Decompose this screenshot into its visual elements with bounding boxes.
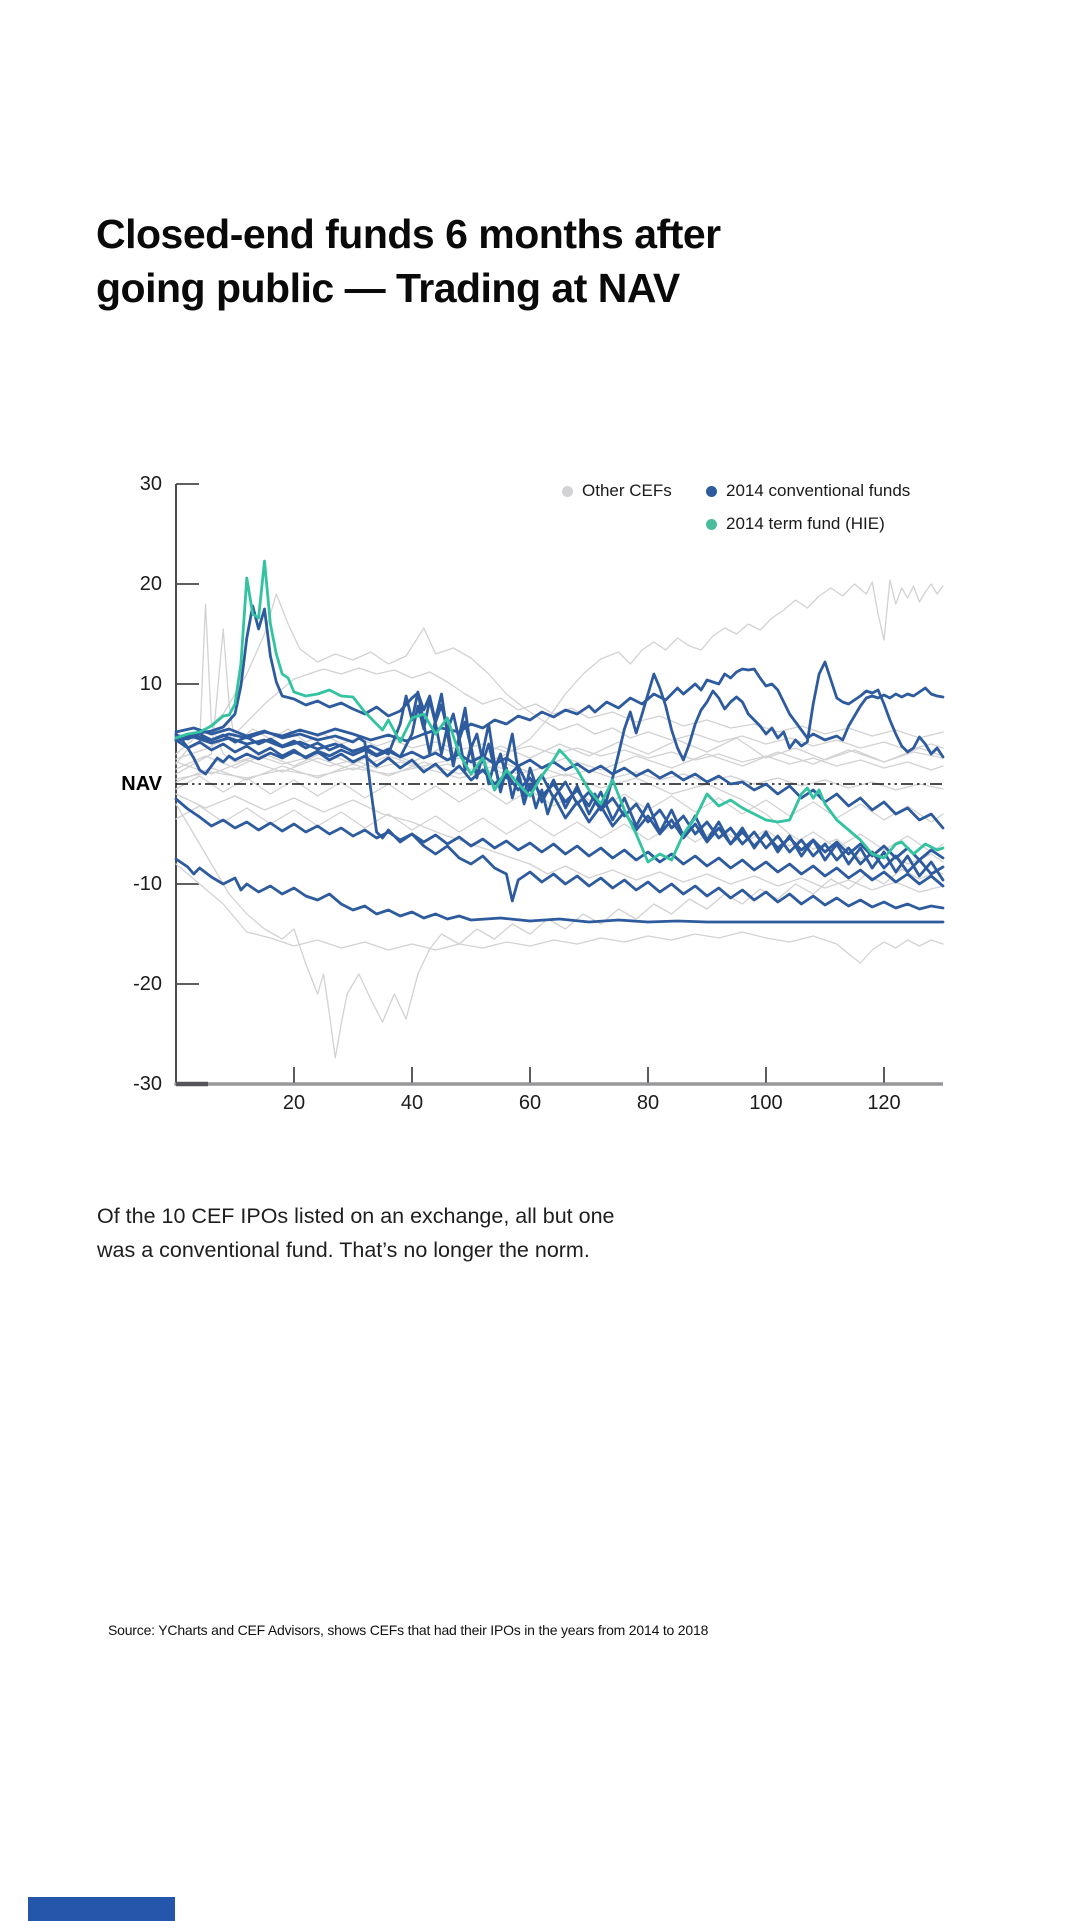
y-tick-label: -20 <box>133 973 162 995</box>
plot-area <box>176 561 943 1058</box>
legend-item <box>562 481 672 501</box>
x-tick-label: 40 <box>400 1092 424 1114</box>
x-tick-label: 100 <box>749 1092 783 1114</box>
y-tick-label: 30 <box>139 473 162 495</box>
x-tick-label: 120 <box>867 1092 901 1114</box>
legend-dot-icon <box>562 486 573 497</box>
chart-caption <box>97 1199 777 1267</box>
y-tick-label: -10 <box>133 873 162 895</box>
x-tick-label: 80 <box>636 1092 660 1114</box>
y-tick-label: 10 <box>139 673 162 695</box>
title-line-2: going public — Trading at NAV <box>96 265 680 311</box>
legend-item <box>706 481 910 501</box>
legend-label: 2014 conventional funds <box>726 481 911 500</box>
series-conventional-7 <box>176 700 943 860</box>
legend-label: 2014 term fund (HIE) <box>726 514 885 533</box>
legend-dot-icon <box>706 486 717 497</box>
x-tick-label: 60 <box>518 1092 542 1114</box>
nav-axis-label: NAV <box>121 773 162 795</box>
legend-item <box>706 514 885 534</box>
caption-line-1: Of the 10 CEF IPOs listed on an exchange, all but one <box>97 1204 615 1228</box>
y-tick-label: -30 <box>133 1073 162 1095</box>
caption-line-2: was a conventional fund. That’s no longer the norm. <box>97 1238 590 1262</box>
y-tick-label: 20 <box>139 573 162 595</box>
title-line-1: Closed-end funds 6 months after <box>96 211 721 257</box>
footer-brand-bar <box>28 1897 175 1921</box>
legend-dot-icon <box>706 519 717 530</box>
series-other-cef-10 <box>176 806 943 852</box>
source-note: Source: YCharts and CEF Advisors, shows CEFs that had their IPOs in the years from 2014 to 2018 <box>108 1622 709 1638</box>
series-conventional-8 <box>176 692 943 880</box>
x-tick-label: 20 <box>282 1092 306 1114</box>
legend-label: Other CEFs <box>582 481 672 500</box>
